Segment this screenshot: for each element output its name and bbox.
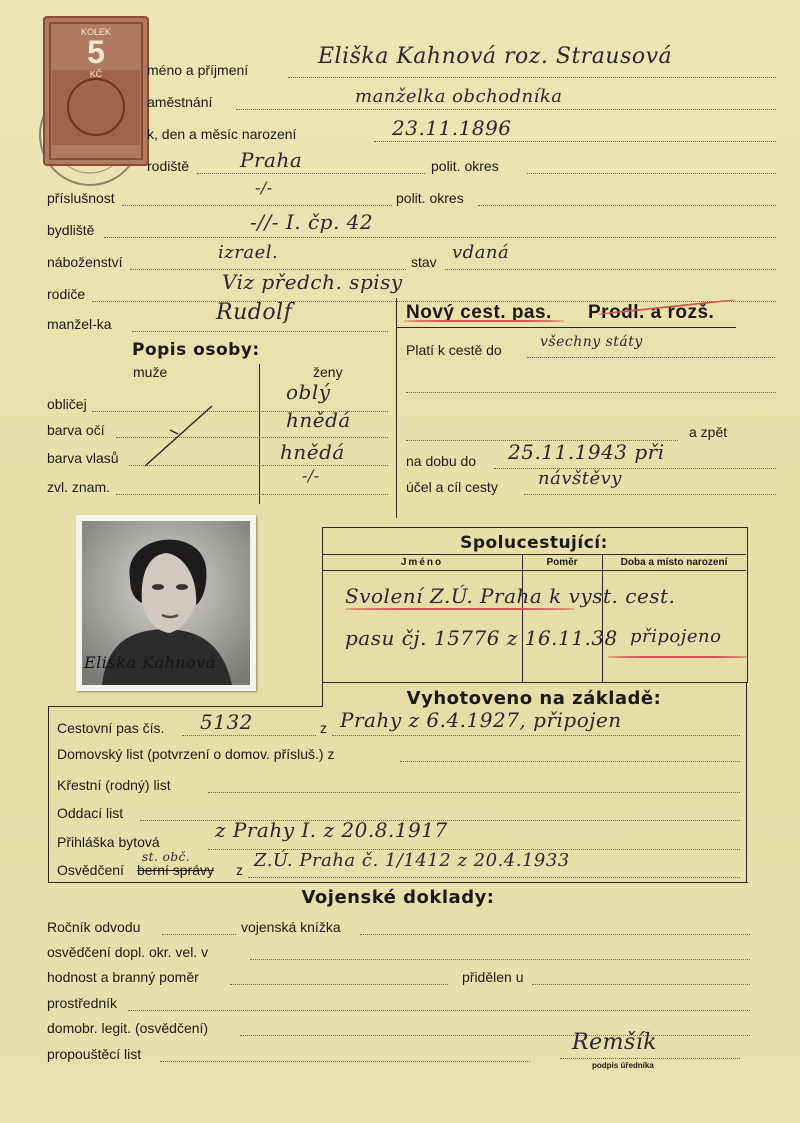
stamp-bottom-text: KČ (89, 69, 103, 79)
spouse-value: Rudolf (216, 300, 293, 325)
religion-label: náboženství (47, 254, 123, 270)
basis-cert-insert: st. obč. (142, 850, 191, 864)
companions-col-relation: Poměr (546, 557, 578, 568)
col-women-label: ženy (313, 364, 343, 380)
duration-label: na dobu do (406, 453, 477, 469)
military-row5-a: domobr. legit. (osvědčení) (47, 1020, 209, 1036)
return-label: a zpět (689, 424, 728, 440)
birthplace-okres-label: polit. okres (431, 158, 499, 174)
birthplace-value: Praha (240, 148, 303, 172)
residence-label: bydliště (47, 222, 95, 238)
residence-value: -//- I. čp. 42 (250, 210, 374, 234)
portrait-photo (76, 515, 256, 691)
desc-row-hair: barva vlasů (47, 450, 119, 466)
desc-row-eyes: barva očí (47, 422, 105, 438)
desc-row-marks: zvl. znam. (47, 479, 111, 495)
description-title: Popis osoby: (132, 340, 260, 360)
birthplace-label: rodiště (147, 158, 190, 174)
basis-housing-value: z Prahy I. z 20.8.1917 (215, 818, 448, 842)
name-label: méno a příjmení (147, 62, 249, 78)
military-row3-b: přidělen u (462, 969, 524, 985)
basis-cert-value: Z.Ú. Praha č. 1/1412 z 20.4.1933 (254, 850, 570, 871)
stamp-top-text: KOLEK (80, 27, 112, 37)
companions-line2-right: připojeno (630, 626, 722, 647)
col-men-label: muže (133, 364, 168, 380)
basis-passport-z: z (320, 720, 327, 736)
valid-label: Platí k cestě do (406, 342, 502, 358)
basis-title: Vyhotoveno na základě: (406, 688, 662, 709)
military-row2-a: osvědčení dopl. okr. vel. v (47, 944, 209, 960)
officer-label: podpis úředníka (592, 1061, 654, 1070)
basis-cert-struck: berní správy (137, 862, 215, 878)
extend-passport-title: Prodl. a rozš. (588, 302, 715, 323)
birth-label: k, den a měsíc narození (147, 126, 297, 142)
name-value: Eliška Kahnová roz. Strausová (318, 44, 673, 69)
basis-baptism-label: Křestní (rodný) list (57, 777, 171, 793)
parents-value: Viz předch. spisy (222, 270, 403, 294)
basis-passport-value: Prahy z 6.4.1927, připojen (340, 708, 622, 732)
military-row1-a: Ročník odvodu (47, 919, 141, 935)
military-row6-a: propouštěcí list (47, 1046, 142, 1062)
men-column-strike (140, 400, 220, 470)
basis-cert-z: z (236, 862, 243, 878)
basis-passport-number: 5132 (200, 710, 253, 734)
purpose-value: návštěvy (538, 468, 622, 489)
new-passport-title: Nový cest. pas. (406, 302, 552, 323)
occupation-value: manželka obchodníka (355, 86, 563, 107)
birth-value: 23.11.1896 (392, 116, 512, 140)
spouse-label: manžel-ka (47, 316, 112, 332)
occupation-label: aměstnání (147, 94, 213, 110)
military-row4-a: prostředník (47, 995, 118, 1011)
desc-women-hair: hnědá (280, 440, 345, 464)
military-row3-a: hodnost a branný poměr (47, 969, 199, 985)
companions-line1: Svolení Z.Ú. Praha k vyst. cest. (345, 584, 676, 608)
companions-col-name: Jméno (400, 557, 444, 568)
military-title: Vojenské doklady: (301, 887, 495, 908)
basis-home-label: Domovský list (potvrzení o domov. přísluš.) z (57, 746, 335, 762)
companions-title: Spolucestující: (460, 533, 608, 553)
desc-women-eyes: hnědá (286, 408, 351, 432)
military-row1-b: vojenská knížka (241, 919, 341, 935)
religion-value: izrael. (218, 242, 279, 263)
photo-signature: Eliška Kahnová (84, 653, 216, 672)
desc-women-face: oblý (286, 380, 331, 404)
basis-marriage-label: Oddací list (57, 805, 124, 821)
stamp-value: 5 (87, 34, 105, 70)
desc-row-face: obličej (47, 396, 87, 412)
duration-value: 25.11.1943 při (508, 440, 665, 464)
basis-passport-label: Cestovní pas čís. (57, 720, 165, 736)
basis-housing-label: Přihláška bytová (57, 834, 160, 850)
companions-line2: pasu čj. 15776 z 16.11.38 (345, 626, 618, 650)
domicile-label: příslušnost (47, 190, 115, 206)
status-value: vdaná (452, 242, 510, 263)
officer-signature: Remšík (572, 1030, 658, 1055)
purpose-label: účel a cíl cesty (406, 479, 498, 495)
desc-women-marks: -/- (302, 466, 320, 485)
valid-value: všechny státy (540, 334, 643, 350)
domicile-okres-label: polit. okres (396, 190, 464, 206)
basis-cert-label: Osvědčení (57, 862, 124, 878)
domicile-value: -/- (255, 178, 273, 197)
parents-label: rodiče (47, 286, 86, 302)
companions-col-birth: Doba a místo narození (620, 557, 728, 568)
status-label: stav (411, 254, 437, 270)
